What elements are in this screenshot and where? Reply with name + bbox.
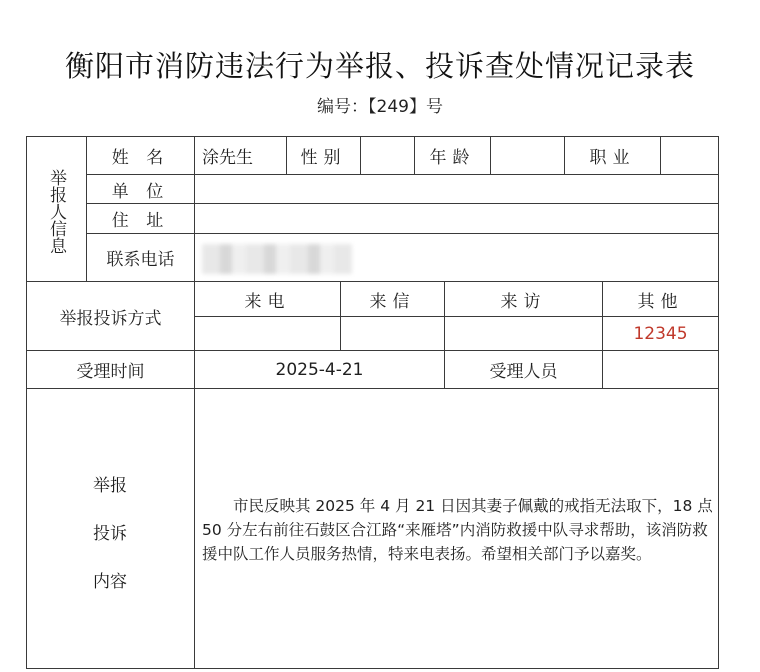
- document-title: 衡阳市消防违法行为举报、投诉查处情况记录表: [64, 49, 695, 83]
- other-value: 12345: [633, 323, 688, 344]
- acceptance-time-value: 2025-4-21: [275, 359, 364, 380]
- content-label-line1: 举报: [93, 476, 127, 496]
- address-label: 住 址: [111, 211, 170, 231]
- call-label: 来电: [244, 291, 291, 312]
- content-label-line2: 投诉: [93, 524, 127, 544]
- gender-label: 性别: [300, 148, 347, 168]
- gender-value: [361, 137, 414, 174]
- document-number: 编号：【249】号: [317, 97, 443, 117]
- name-value: 涂先生: [202, 148, 253, 168]
- report-method-label: 举报投诉方式: [59, 308, 162, 329]
- phone-value: [202, 234, 712, 281]
- acceptance-staff-label: 受理人员: [489, 362, 558, 382]
- phone-label: 联系电话: [106, 250, 175, 270]
- visit-label: 来访: [500, 291, 547, 312]
- acceptance-staff-value: [603, 351, 718, 388]
- content-label-line3: 内容: [93, 572, 127, 592]
- letter-label: 来信: [369, 291, 416, 312]
- acceptance-time-label: 受理时间: [76, 362, 145, 382]
- occupation-label: 职业: [589, 148, 636, 168]
- reporter-info-group-label: 举报人信息: [46, 168, 66, 254]
- visit-value: [445, 317, 602, 350]
- age-value: [491, 137, 564, 174]
- unit-label: 单 位: [111, 181, 170, 202]
- other-label: 其他: [637, 291, 684, 312]
- content-text: 市民反映其 2025 年 4 月 21 日因其妻子佩戴的戒指无法取下，18 点 50 分左右前往石鼓区合江路“来雁塔”内消防救援中队寻求帮助，该消防救援中队工作人员服务热情，特来电表扬。希望相关部门予以嘉奖。: [202, 497, 713, 563]
- address-value: [202, 204, 712, 233]
- name-label: 姓 名: [111, 148, 170, 168]
- letter-value: [341, 317, 444, 350]
- age-label: 年龄: [429, 148, 476, 168]
- call-value: [195, 317, 340, 350]
- unit-value: [202, 175, 712, 203]
- occupation-value: [661, 137, 718, 174]
